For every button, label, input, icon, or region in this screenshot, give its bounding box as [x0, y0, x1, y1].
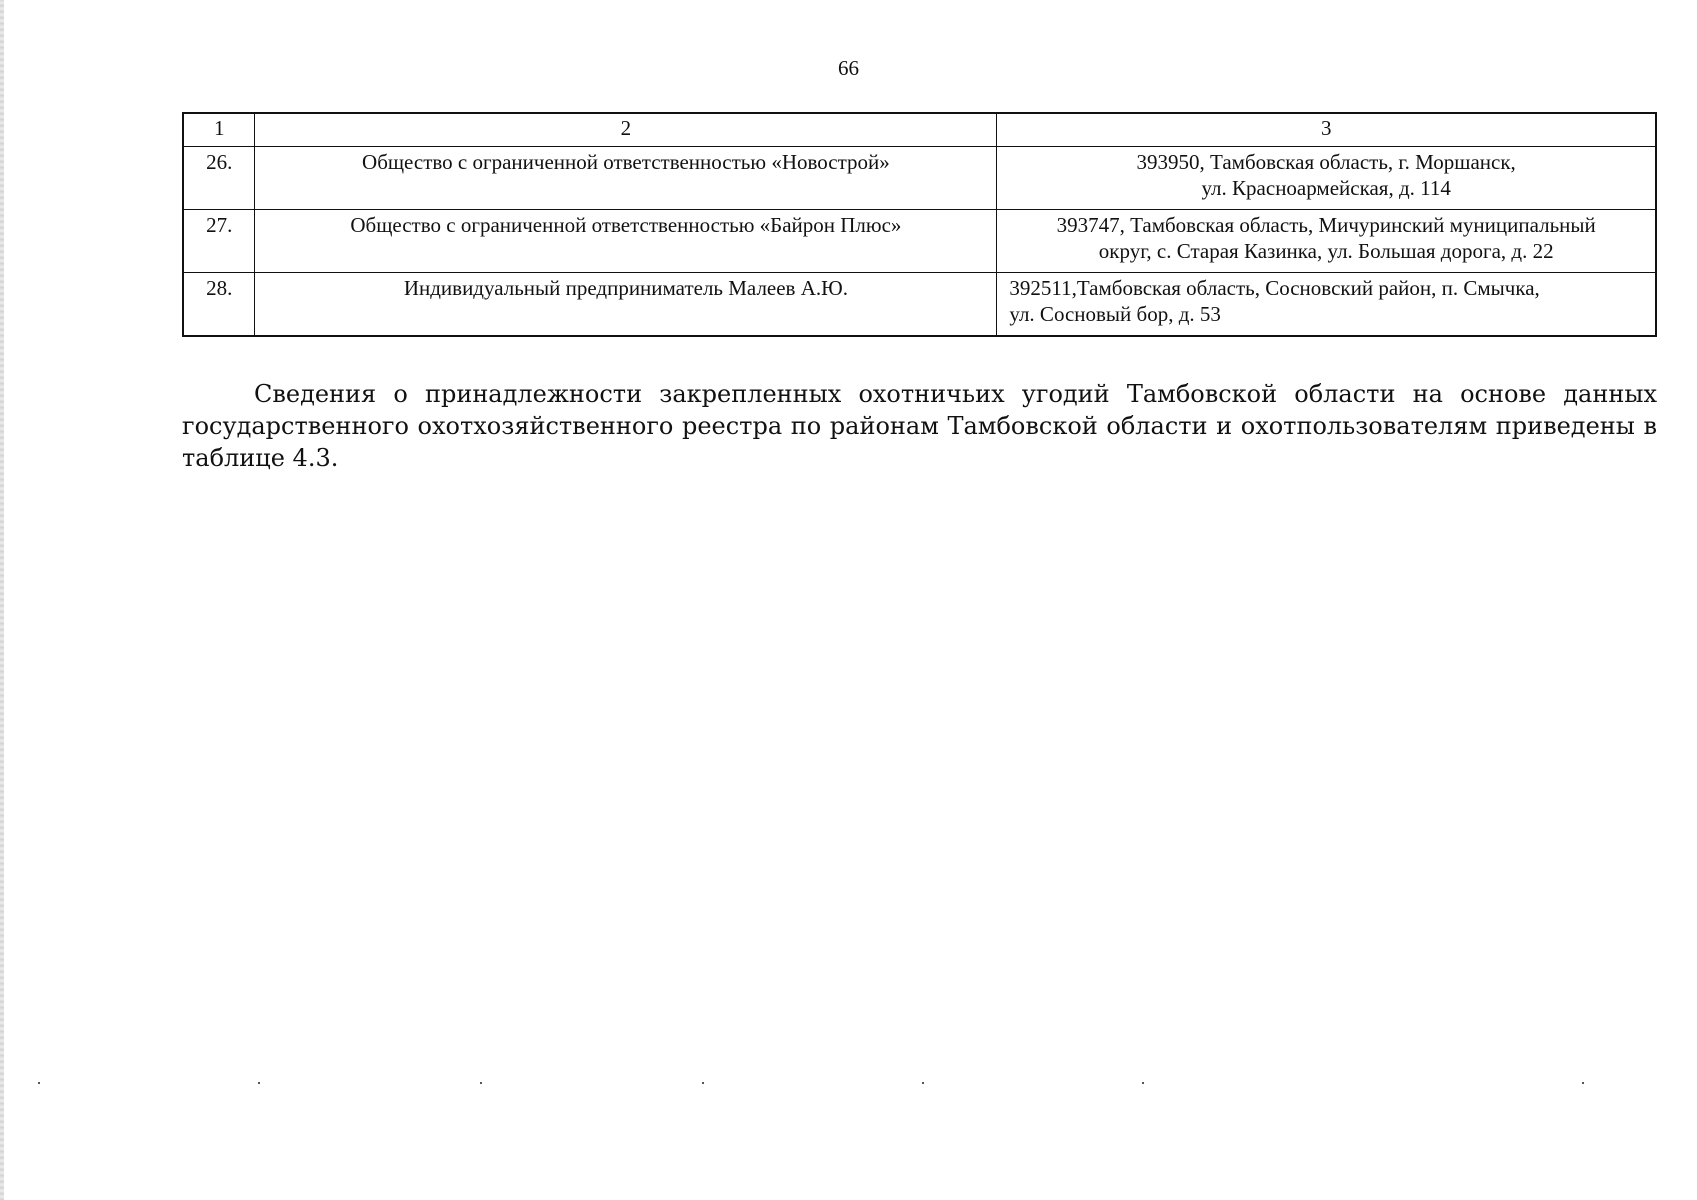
scan-dot	[258, 1082, 260, 1084]
table-header-row	[183, 113, 1656, 147]
address-line: округ, с. Старая Казинка, ул. Большая дорога, д. 22	[1098, 239, 1554, 263]
organization-name: Индивидуальный предприниматель Малеев А.Ю.	[255, 273, 997, 337]
row-number: 27.	[183, 210, 255, 273]
scan-dot-row	[0, 1082, 1697, 1086]
table-row	[183, 147, 1656, 210]
organization-address	[997, 273, 1656, 337]
address-line: ул. Красноармейская, д. 114	[1201, 176, 1451, 200]
scan-dot	[480, 1082, 482, 1084]
row-number: 28.	[183, 273, 255, 337]
organization-name: Общество с ограниченной ответственностью «Новострой»	[255, 147, 997, 210]
scan-dot	[1582, 1082, 1584, 1084]
row-number: 26.	[183, 147, 255, 210]
table-row	[183, 273, 1656, 337]
organization-address	[997, 210, 1656, 273]
scan-dot	[38, 1082, 40, 1084]
organization-name: Общество с ограниченной ответственностью «Байрон Плюс»	[255, 210, 997, 273]
scan-dot	[922, 1082, 924, 1084]
column-header-number: 1	[183, 113, 255, 147]
address-line: 392511,Тамбовская область, Сосновский район, п. Смычка,	[1009, 276, 1540, 300]
page-number: 66	[838, 56, 859, 80]
organization-address	[997, 147, 1656, 210]
address-line: 393747, Тамбовская область, Мичуринский муниципальный	[1056, 213, 1596, 237]
column-header-name: 2	[255, 113, 997, 147]
scan-dot	[702, 1082, 704, 1084]
table-row	[183, 210, 1656, 273]
scan-edge	[0, 0, 4, 1200]
scan-dot	[1142, 1082, 1144, 1084]
address-line: 393950, Тамбовская область, г. Моршанск,	[1136, 150, 1516, 174]
column-header-address: 3	[997, 113, 1656, 147]
address-line: ул. Сосновый бор, д. 53	[1009, 302, 1221, 326]
body-paragraph: Сведения о принадлежности закрепленных охотничьих угодий Тамбовской области на основе данных государственного охотхозяйственного реестра по районам Тамбовской области и охотпользователям приведены в таблице 4.3.	[182, 380, 1657, 472]
hunters-table	[182, 112, 1657, 337]
